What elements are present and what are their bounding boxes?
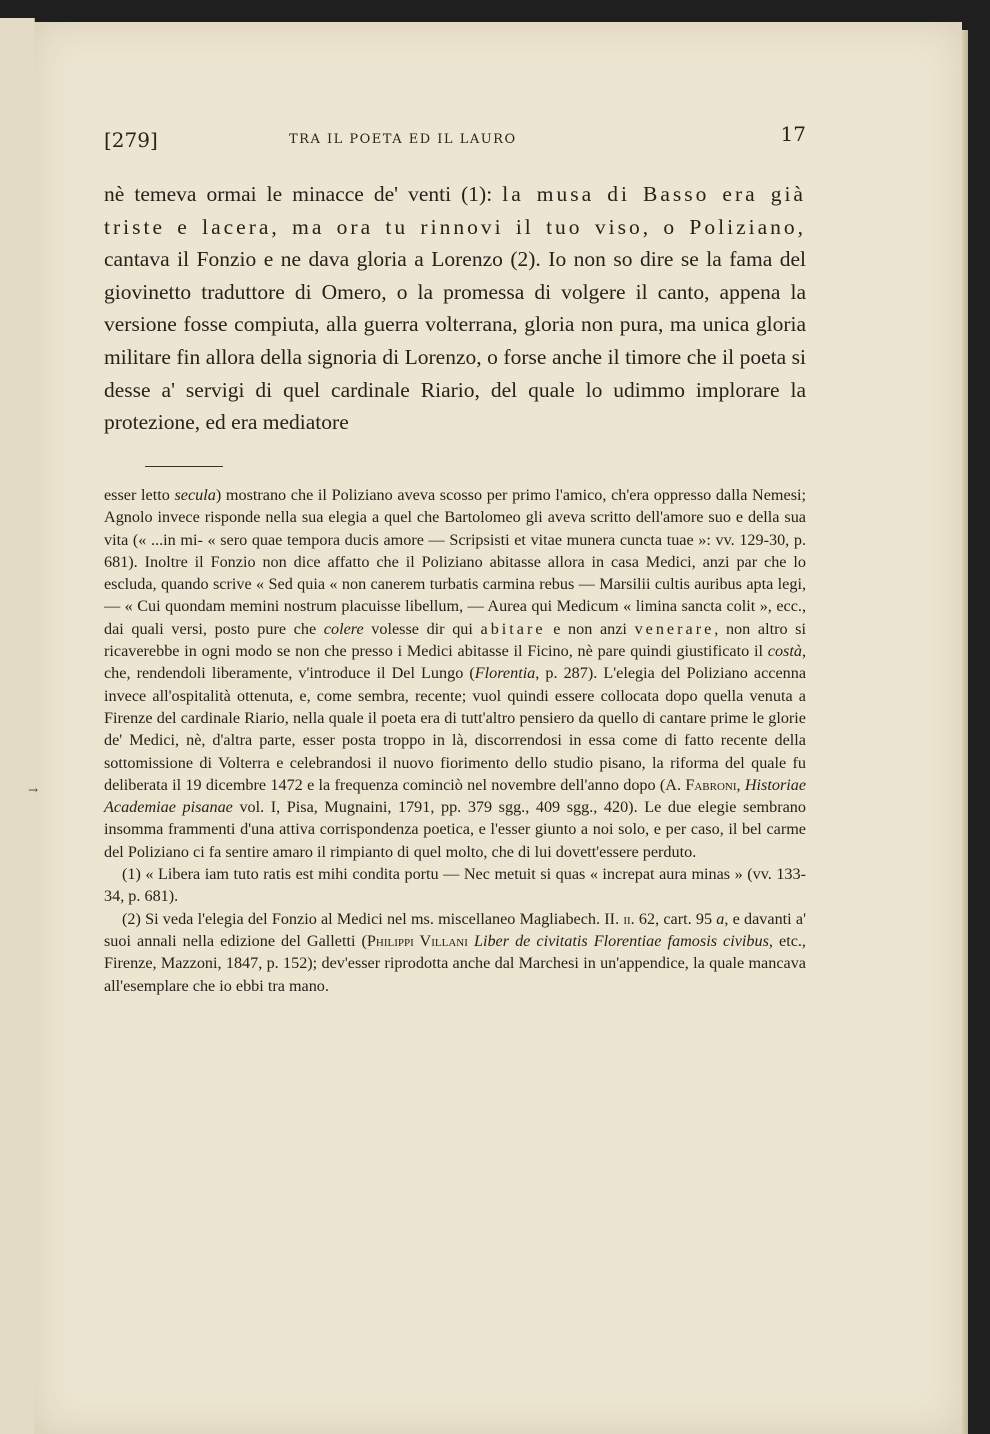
footnote-2 bbox=[104, 908, 806, 997]
margin-mark: → bbox=[28, 783, 39, 797]
main-text bbox=[104, 178, 806, 439]
main-text-spaced-quote: la musa di Basso era già triste e lacera, ma ora tu rinnovi il tuo viso, o Poliziano, bbox=[104, 182, 806, 239]
note-italic: secula bbox=[174, 486, 216, 504]
note-italic: Liber de civitatis Florentiae famosis civibus, bbox=[473, 931, 773, 950]
page-number: 17 bbox=[780, 122, 806, 146]
note-text: volesse dir qui bbox=[363, 619, 481, 638]
note-text: , che, rendendoli liberamente, v'introduce il Del Lungo ( bbox=[104, 642, 806, 683]
note-text: (2) Si veda l'elegia del Fonzio al Medici nel ms. miscellaneo Magliabech. II. bbox=[122, 909, 624, 928]
note-smallcaps: Fabroni bbox=[685, 775, 737, 794]
note-text: , bbox=[736, 775, 745, 794]
page-stack-edge bbox=[962, 30, 968, 1434]
main-text-part: cantava il Fonzio e ne dava gloria a Lorenzo (2). Io non so dire se la fama del giovinetto traduttore di Omero, o la promessa di volgere il canto, appena la versione fosse compiuta, alla guerra volterrana, gloria non pura, ma unica gloria militare fin allora della signoria di Lorenzo, o forse anche il timore che il poeta si desse a' servigi di quel cardinale Riario, del quale lo udimmo implorare la protezione, ed era mediatore bbox=[104, 247, 806, 435]
note-italic: costà bbox=[767, 642, 802, 661]
page-header bbox=[104, 122, 806, 158]
footnote-rule bbox=[145, 466, 223, 467]
note-italic: colere bbox=[323, 619, 364, 638]
main-text-part: nè temeva ormai le minacce de' venti (1): bbox=[104, 182, 503, 206]
note-spaced: abitare bbox=[480, 619, 546, 638]
footnote-1: (1) « Libera iam tuto ratis est mihi condita portu — Nec metuit si quas « increpat aura minas » (vv. 133-34, p. 681). bbox=[104, 865, 806, 906]
note-text: , e davanti a' suoi annali nella edizione del Galletti ( bbox=[104, 909, 806, 950]
note-text: , p. 287). L'elegia del Poliziano accenna invece all'ospitalità ottenuta, e, come sembra, recente; vuol quindi essere collocata dopo quella venuta a Firenze del cardinale Riario, nella quale il poeta era di tutt'altro pensiero da quello di cantare prime le glorie de' Medici, nè, d'altra parte, esser posta troppo in là, discorrendosi in essa come di fatto recente della sottomissione di Volterra e celebrandosi il nuovo fiorimento dello studio pisano, la riforma del quale fu deliberata il 19 dicembre 1472 e la frequenza cominciò nel novembre dell'anno dopo (A. bbox=[104, 664, 806, 794]
note-text: vol. I, Pisa, Mugnaini, 1791, pp. 379 sgg., 409 sgg., 420). Le due elegie sembrano insomma frammenti d'una attiva corrispondenza poetica, e l'esser giunto a noi solo, e per caso, il bel carme del Poliziano ci fa sentire amaro il rimpianto di quel molto, che di lui dovett'essere perduto. bbox=[104, 798, 806, 861]
note-text: esser letto bbox=[104, 486, 175, 504]
note-italic: a bbox=[716, 909, 725, 928]
footnotes bbox=[104, 484, 806, 997]
running-title: TRA IL POETA ED IL LAURO bbox=[289, 132, 517, 147]
note-italic: Historiae Academiae pisanae bbox=[104, 775, 807, 817]
note-text: . 62, cart. 95 bbox=[630, 909, 717, 928]
facing-page-edge bbox=[0, 18, 35, 1434]
note-spaced: venerare bbox=[634, 619, 715, 638]
note-text: ) mostrano che il Poliziano aveva scosso per primo l'amico, ch'era oppresso dalla Nemesi; Agnolo invece risponde nella sua elegia a quel che Bartolomeo gli aveva scritto dell'amore suo e della sua vita (« ...in mi- « sero quae tempora ducis amore — Scripsisti et vitae munera cuncta tuae »: vv. 129-30, p. 681). Inoltre il Fonzio non dice affatto che il Poliziano abitasse allora in casa Medici, anzi par che lo escluda, quando scrive « Sed quia « non canerem turbatis carmina rebus — Marsilii cultis auribus apta legi, — « Cui quondam memini nostrum placuisse libellum, — Aurea qui Medicum « limina sancta colit », ecc., dai quali versi, posto pure che bbox=[104, 486, 806, 638]
note-smallcaps: ii bbox=[623, 909, 631, 928]
note-italic: Florentia bbox=[474, 664, 536, 683]
note-text: etc., Firenze, Mazzoni, 1847, p. 152); dev'esser riprodotta anche dal Marchesi in un'appendice, la quale mancava all'esemplare che io ebbi tra mano. bbox=[104, 931, 806, 995]
note-text: , non altro si ricaverebbe in ogni modo se non che presso i Medici abitasse il Ficino, nè pare quindi giustificato il bbox=[104, 619, 806, 661]
footnote-continued bbox=[104, 484, 806, 863]
note-text: e non anzi bbox=[545, 619, 635, 638]
note-smallcaps: Philippi Villani bbox=[366, 931, 468, 950]
folio-number: [279] bbox=[104, 128, 158, 152]
